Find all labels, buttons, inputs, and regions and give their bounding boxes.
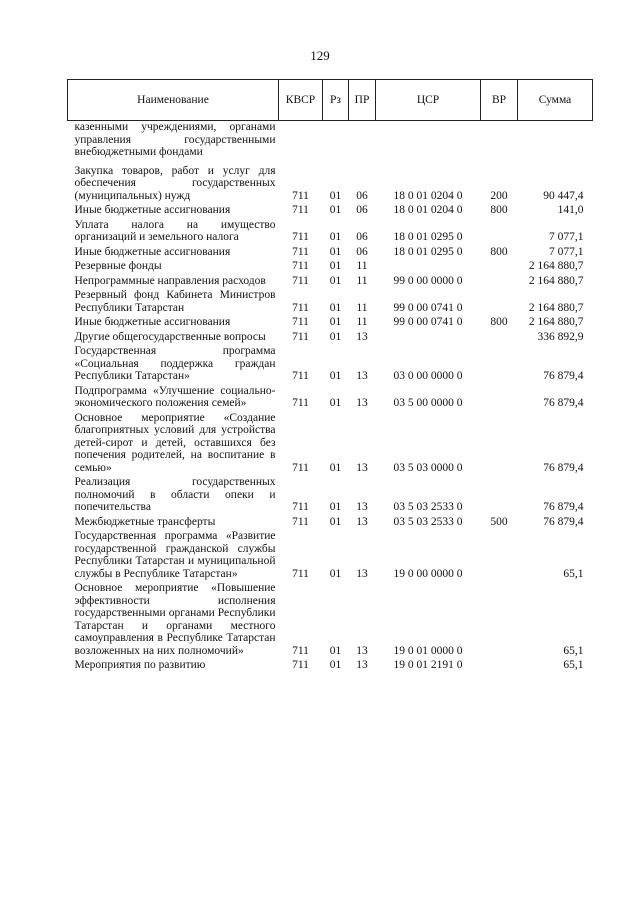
cell-vr [481, 476, 518, 516]
col-header-pr: ПР [349, 80, 376, 121]
cell-sum: 7 077,1 [549, 231, 584, 243]
cell-pr: 11 [356, 316, 368, 328]
cell-csr: 03 0 00 0000 0 [393, 370, 463, 382]
cell-csr: 18 0 01 0295 0 [393, 231, 463, 243]
cell-vr [481, 219, 518, 246]
cell-pr [349, 121, 376, 161]
cell-vr: 500 [490, 515, 508, 528]
cell-pr: 13 [356, 659, 368, 671]
col-header-rz: Рз [323, 80, 349, 121]
cell-rz: 01 [329, 301, 342, 314]
cell-rz: 01 [329, 316, 342, 328]
cell-sum: 65,1 [563, 644, 584, 657]
table-row [68, 316, 593, 331]
cell-kvsr: 711 [292, 316, 309, 328]
cell-kvsr [279, 121, 323, 161]
header-row [68, 80, 593, 121]
cell-vr [481, 385, 518, 412]
cell-kvsr: 711 [292, 189, 309, 202]
cell-pr: 06 [356, 231, 368, 243]
cell-pr: 13 [356, 330, 368, 343]
cell-kvsr: 711 [292, 515, 309, 528]
cell-sum: 65,1 [563, 567, 584, 580]
cell-name: Реализация государственных полномочий в области опеки и попечительства [74, 476, 276, 513]
cell-name: Другие общегосударственные вопросы [74, 330, 266, 343]
cell-pr: 06 [356, 189, 368, 202]
cell-kvsr: 711 [292, 274, 309, 287]
cell-vr [481, 659, 518, 674]
cell-name: Подпрограмма «Улучшение социально-экономического положения семей» [74, 384, 276, 409]
cell-rz: 01 [329, 260, 342, 272]
cell-vr [481, 331, 518, 346]
cell-pr: 11 [356, 301, 368, 314]
cell-sum: 2 164 880,7 [528, 260, 584, 272]
cell-vr: 800 [490, 316, 508, 328]
cell-csr: 03 5 03 2533 0 [393, 515, 463, 528]
cell-rz: 01 [329, 397, 342, 409]
cell-rz: 01 [329, 515, 342, 528]
cell-vr [481, 345, 518, 385]
cell-rz [323, 121, 349, 161]
cell-vr [481, 530, 518, 582]
cell-vr [481, 582, 518, 659]
col-header-kvsr: КВСР [279, 80, 323, 121]
cell-csr: 19 0 00 0000 0 [393, 567, 463, 580]
cell-vr [481, 289, 518, 316]
table-row [68, 412, 593, 477]
cell-rz: 01 [329, 501, 342, 513]
col-header-sum: Сумма [518, 80, 593, 121]
cell-sum [518, 121, 593, 161]
cell-sum: 336 892,9 [537, 330, 584, 343]
cell-csr: 18 0 01 0204 0 [393, 204, 463, 216]
cell-rz: 01 [329, 204, 342, 216]
cell-csr: 19 0 01 2191 0 [393, 659, 463, 671]
cell-kvsr: 711 [292, 644, 309, 657]
cell-pr: 13 [356, 567, 368, 580]
cell-sum: 7 077,1 [549, 245, 584, 258]
cell-csr [376, 331, 481, 346]
cell-kvsr: 711 [292, 397, 309, 409]
cell-rz: 01 [329, 245, 342, 258]
cell-name: казенными учреждениями, органами управления государственными внебюджетными фондами [74, 121, 276, 158]
cell-csr: 18 0 01 0204 0 [393, 189, 463, 202]
col-header-vr: ВР [481, 80, 518, 121]
cell-vr [481, 275, 518, 290]
cell-csr: 99 0 00 0741 0 [393, 301, 463, 314]
cell-csr: 19 0 01 0000 0 [393, 644, 463, 657]
cell-pr: 13 [356, 370, 368, 382]
cell-sum: 76 879,4 [543, 501, 584, 513]
cell-rz: 01 [329, 370, 342, 382]
table-row [68, 204, 593, 219]
cell-kvsr: 711 [292, 370, 309, 382]
cell-rz: 01 [329, 567, 342, 580]
cell-rz: 01 [329, 461, 342, 474]
table-row [68, 260, 593, 275]
cell-pr: 13 [356, 501, 368, 513]
cell-name: Государственная программа «Социальная поддержка граждан Республики Татарстан» [74, 345, 276, 382]
cell-sum: 90 447,4 [543, 189, 584, 202]
cell-rz: 01 [329, 330, 342, 343]
table-row [68, 385, 593, 412]
cell-sum: 2 164 880,7 [528, 301, 584, 314]
table-row [68, 121, 593, 161]
table-body [68, 121, 593, 674]
cell-pr: 06 [356, 204, 368, 216]
cell-kvsr: 711 [292, 461, 309, 474]
cell-csr: 03 5 03 2533 0 [393, 501, 463, 513]
cell-name: Иные бюджетные ассигнования [74, 316, 231, 328]
cell-kvsr: 711 [292, 567, 309, 580]
cell-name: Уплата налога на имущество организаций и земельного налога [74, 218, 276, 243]
cell-name: Государственная программа «Развитие государственной гражданской службы Республики Татарстан и муниципальной службы в Республике Татарстан» [74, 530, 276, 580]
cell-vr [481, 121, 518, 161]
cell-kvsr: 711 [292, 204, 309, 216]
table-row [68, 659, 593, 674]
cell-sum: 2 164 880,7 [528, 316, 584, 328]
cell-kvsr: 711 [292, 231, 309, 243]
cell-sum: 2 164 880,7 [528, 274, 584, 287]
table-row [68, 530, 593, 582]
table-row [68, 289, 593, 316]
table-row [68, 345, 593, 385]
cell-kvsr: 711 [292, 659, 309, 671]
cell-name: Резервный фонд Кабинета Министров Республики Татарстан [74, 289, 276, 314]
cell-pr: 13 [356, 397, 368, 409]
cell-name: Мероприятия по развитию [74, 659, 206, 671]
cell-sum: 76 879,4 [543, 515, 584, 528]
cell-vr [481, 412, 518, 477]
cell-sum: 76 879,4 [543, 461, 584, 474]
cell-rz: 01 [329, 274, 342, 287]
cell-csr: 99 0 00 0000 0 [393, 274, 463, 287]
col-header-name: Наименование [68, 80, 279, 121]
cell-pr: 13 [356, 644, 368, 657]
budget-table [67, 79, 593, 674]
cell-name: Резервные фонды [74, 260, 162, 272]
page-number: 129 [310, 48, 330, 63]
cell-name: Иные бюджетные ассигнования [74, 245, 231, 258]
cell-kvsr: 711 [292, 330, 309, 343]
cell-pr: 11 [356, 260, 368, 272]
table-row [68, 275, 593, 290]
cell-sum: 76 879,4 [543, 397, 584, 409]
cell-vr [481, 260, 518, 275]
cell-name: Закупка товаров, работ и услуг для обеспечения государственных (муниципальных) нужд [74, 164, 276, 202]
table-row [68, 331, 593, 346]
cell-vr: 800 [490, 204, 508, 216]
cell-kvsr: 711 [292, 245, 309, 258]
cell-csr: 03 5 03 0000 0 [393, 461, 463, 474]
cell-sum: 65,1 [563, 659, 584, 671]
cell-pr: 13 [356, 515, 368, 528]
cell-kvsr: 711 [292, 501, 309, 513]
cell-csr [376, 260, 481, 275]
table-row [68, 165, 593, 205]
table-row [68, 516, 593, 531]
cell-rz: 01 [329, 189, 342, 202]
cell-sum: 141,0 [557, 204, 584, 216]
cell-csr: 03 5 00 0000 0 [393, 397, 463, 409]
cell-rz: 01 [329, 231, 342, 243]
table-row [68, 476, 593, 516]
cell-csr: 18 0 01 0295 0 [393, 245, 463, 258]
cell-name: Непрограммные направления расходов [74, 274, 266, 287]
cell-pr: 13 [356, 461, 368, 474]
cell-pr: 06 [356, 245, 368, 258]
cell-kvsr: 711 [292, 260, 309, 272]
cell-csr [376, 121, 481, 161]
cell-vr: 200 [490, 189, 508, 202]
table-row [68, 246, 593, 261]
col-header-csr: ЦСР [376, 80, 481, 121]
cell-name: Межбюджетные трансферты [74, 515, 216, 528]
cell-name: Основное мероприятие «Повышение эффективности исполнения государственными органами Республики Татарстан и органами местного самоуправления в Республике Татарстан возложенных на них полномочий» [74, 582, 276, 657]
table-row [68, 219, 593, 246]
cell-vr: 800 [490, 245, 508, 258]
cell-name: Иные бюджетные ассигнования [74, 204, 231, 216]
cell-rz: 01 [329, 644, 342, 657]
cell-pr: 11 [356, 274, 368, 287]
table-row [68, 582, 593, 659]
cell-csr: 99 0 00 0741 0 [393, 316, 463, 328]
cell-kvsr: 711 [292, 301, 309, 314]
cell-sum: 76 879,4 [543, 370, 584, 382]
cell-rz: 01 [329, 659, 342, 671]
cell-name: Основное мероприятие «Создание благоприятных условий для устройства детей-сирот и детей, оставшихся без попечения родителей, на воспитание в семью» [74, 411, 276, 474]
